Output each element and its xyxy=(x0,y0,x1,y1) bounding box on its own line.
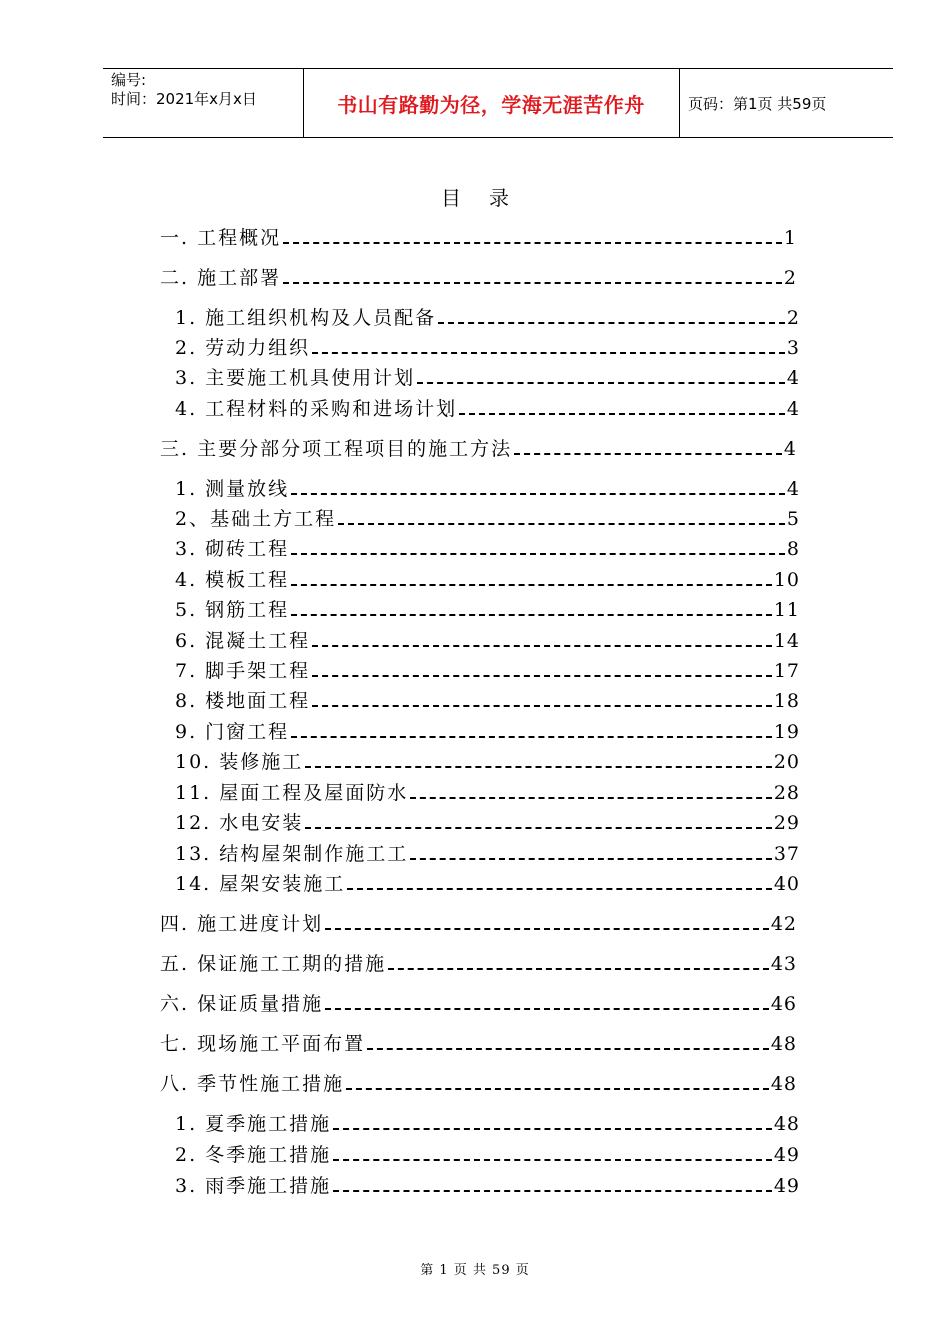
toc-leader-line xyxy=(410,797,772,799)
toc-leader-line xyxy=(333,1128,772,1130)
toc-entry-label: 1. 夏季施工措施 xyxy=(175,1113,332,1135)
toc-entry-page: 49 xyxy=(773,1144,800,1166)
toc-entry-label: 八. 季节性施工措施 xyxy=(160,1073,345,1095)
toc-leader-line xyxy=(333,1159,772,1161)
toc-entry xyxy=(175,839,800,866)
page-footer: 第 1 页 共 59 页 xyxy=(420,1263,530,1278)
toc-entry xyxy=(175,595,800,622)
toc-entry xyxy=(175,626,800,653)
toc-entry-page: 5 xyxy=(786,508,800,530)
page-code: 页码：第1页 共59页 xyxy=(688,94,827,113)
toc-entry-page: 4 xyxy=(786,398,800,420)
toc-entry xyxy=(175,808,800,835)
toc-leader-line xyxy=(459,413,785,415)
toc-entry-page: 48 xyxy=(770,1073,797,1095)
toc-entry xyxy=(175,474,800,501)
toc-leader-line xyxy=(438,322,785,324)
toc-entry-page: 4 xyxy=(786,367,800,389)
toc-entry xyxy=(175,686,800,713)
toc-entry xyxy=(175,565,800,592)
toc-entry-page: 14 xyxy=(773,630,800,652)
toc-leader-line xyxy=(333,1190,772,1192)
toc-entry-page: 4 xyxy=(786,478,800,500)
toc-entry xyxy=(175,869,800,896)
toc-entry-page: 43 xyxy=(770,953,797,975)
toc-leader-line xyxy=(347,888,772,890)
toc-entry-page: 2 xyxy=(786,307,800,329)
toc-leader-line xyxy=(325,928,769,930)
toc-entry-label: 五. 保证施工工期的措施 xyxy=(160,953,387,975)
toc-leader-line xyxy=(291,493,785,495)
toc-leader-line xyxy=(417,382,785,384)
toc-entry-page: 10 xyxy=(773,569,800,591)
toc-entry-label: 4. 模板工程 xyxy=(175,569,290,591)
toc-leader-line xyxy=(388,968,769,970)
toc-leader-line xyxy=(283,242,782,244)
toc-entry-page: 4 xyxy=(783,438,797,460)
date-label: 时间：2021年x月x日 xyxy=(111,90,257,108)
toc-entry-label: 2. 冬季施工措施 xyxy=(175,1144,332,1166)
toc-entry xyxy=(175,656,800,683)
toc-leader-line xyxy=(338,523,785,525)
toc-entry-page: 20 xyxy=(773,751,800,773)
toc-entry-label: 4. 工程材料的采购和进场计划 xyxy=(175,398,458,420)
toc-entry xyxy=(160,434,797,461)
toc-entry-label: 2. 劳动力组织 xyxy=(175,337,311,359)
toc-leader-line xyxy=(410,858,772,860)
toc-leader-line xyxy=(291,584,772,586)
toc-entry xyxy=(175,1140,800,1167)
toc-title: 目录 xyxy=(441,186,537,210)
toc-entry-page: 48 xyxy=(773,1113,800,1135)
toc-entry-label: 8. 楼地面工程 xyxy=(175,690,311,712)
toc-entry-label: 7. 脚手架工程 xyxy=(175,660,311,682)
toc-entry-page: 42 xyxy=(770,913,797,935)
toc-entry-label: 一. 工程概况 xyxy=(160,227,282,249)
toc-entry-page: 8 xyxy=(786,538,800,560)
toc-entry-page: 18 xyxy=(773,690,800,712)
toc-entry xyxy=(160,909,797,936)
toc-entry xyxy=(175,1109,800,1136)
toc-entry-label: 七. 现场施工平面布置 xyxy=(160,1033,366,1055)
toc-entry-page: 40 xyxy=(773,873,800,895)
toc-entry-page: 3 xyxy=(786,337,800,359)
toc-entry xyxy=(160,949,797,976)
toc-entry xyxy=(175,394,800,421)
toc-leader-line xyxy=(291,614,772,616)
toc-entry xyxy=(175,1171,800,1198)
toc-entry-label: 1. 施工组织机构及人员配备 xyxy=(175,307,437,329)
toc-entry xyxy=(160,263,797,290)
toc-entry-label: 二. 施工部署 xyxy=(160,267,282,289)
toc-entry xyxy=(160,989,797,1016)
toc-leader-line xyxy=(283,282,782,284)
toc-entry-label: 3. 雨季施工措施 xyxy=(175,1175,332,1197)
toc-entry-label: 六. 保证质量措施 xyxy=(160,993,324,1015)
toc-entry-label: 11. 屋面工程及屋面防水 xyxy=(175,782,409,804)
toc-entry xyxy=(175,778,800,805)
toc-leader-line xyxy=(291,553,785,555)
toc-leader-line xyxy=(346,1088,769,1090)
toc-leader-line xyxy=(325,1008,769,1010)
toc-leader-line xyxy=(312,705,772,707)
toc-entry-label: 2、基础土方工程 xyxy=(175,508,337,530)
toc-entry xyxy=(175,333,800,360)
toc-entry xyxy=(160,1029,797,1056)
toc-leader-line xyxy=(312,675,772,677)
toc-entry-label: 5. 钢筋工程 xyxy=(175,599,290,621)
toc-leader-line xyxy=(367,1048,769,1050)
toc-entry xyxy=(175,747,800,774)
toc-entry-label: 14. 屋架安装施工 xyxy=(175,873,346,895)
toc-entry-label: 四. 施工进度计划 xyxy=(160,913,324,935)
toc-leader-line xyxy=(291,736,772,738)
toc-entry-label: 3. 砌砖工程 xyxy=(175,538,290,560)
toc-entry-page: 49 xyxy=(773,1175,800,1197)
toc-entry-page: 17 xyxy=(773,660,800,682)
toc-entry-label: 12. 水电安装 xyxy=(175,812,304,834)
toc-leader-line xyxy=(305,827,772,829)
toc-entry-label: 三. 主要分部分项工程项目的施工方法 xyxy=(160,438,513,460)
toc-entry xyxy=(175,534,800,561)
toc-entry-page: 48 xyxy=(770,1033,797,1055)
toc-entry-label: 10. 装修施工 xyxy=(175,751,304,773)
toc-leader-line xyxy=(514,453,782,455)
toc-entry xyxy=(175,363,800,390)
toc-entry xyxy=(175,504,800,531)
toc-entry-label: 13. 结构屋架制作施工工 xyxy=(175,843,409,865)
number-label: 编号: xyxy=(111,71,147,89)
toc-entry-page: 1 xyxy=(783,227,797,249)
toc-entry xyxy=(160,1069,797,1096)
toc-entry-label: 9. 门窗工程 xyxy=(175,721,290,743)
toc-entry-page: 2 xyxy=(783,267,797,289)
toc-entry-page: 19 xyxy=(773,721,800,743)
motto-text: 书山有路勤为径，学海无涯苦作舟 xyxy=(337,92,645,117)
toc-entry xyxy=(175,717,800,744)
toc-entry-page: 11 xyxy=(773,599,800,621)
toc-entry-label: 6. 混凝土工程 xyxy=(175,630,311,652)
toc-entry-page: 37 xyxy=(773,843,800,865)
toc-entry xyxy=(175,303,800,330)
toc-entry-label: 3. 主要施工机具使用计划 xyxy=(175,367,416,389)
toc-leader-line xyxy=(312,352,785,354)
toc-entry-page: 29 xyxy=(773,812,800,834)
toc-entry xyxy=(160,223,797,250)
toc-entry-label: 1. 测量放线 xyxy=(175,478,290,500)
toc-leader-line xyxy=(312,645,772,647)
toc-leader-line xyxy=(305,766,772,768)
toc-entry-page: 46 xyxy=(770,993,797,1015)
toc-entry-page: 28 xyxy=(773,782,800,804)
